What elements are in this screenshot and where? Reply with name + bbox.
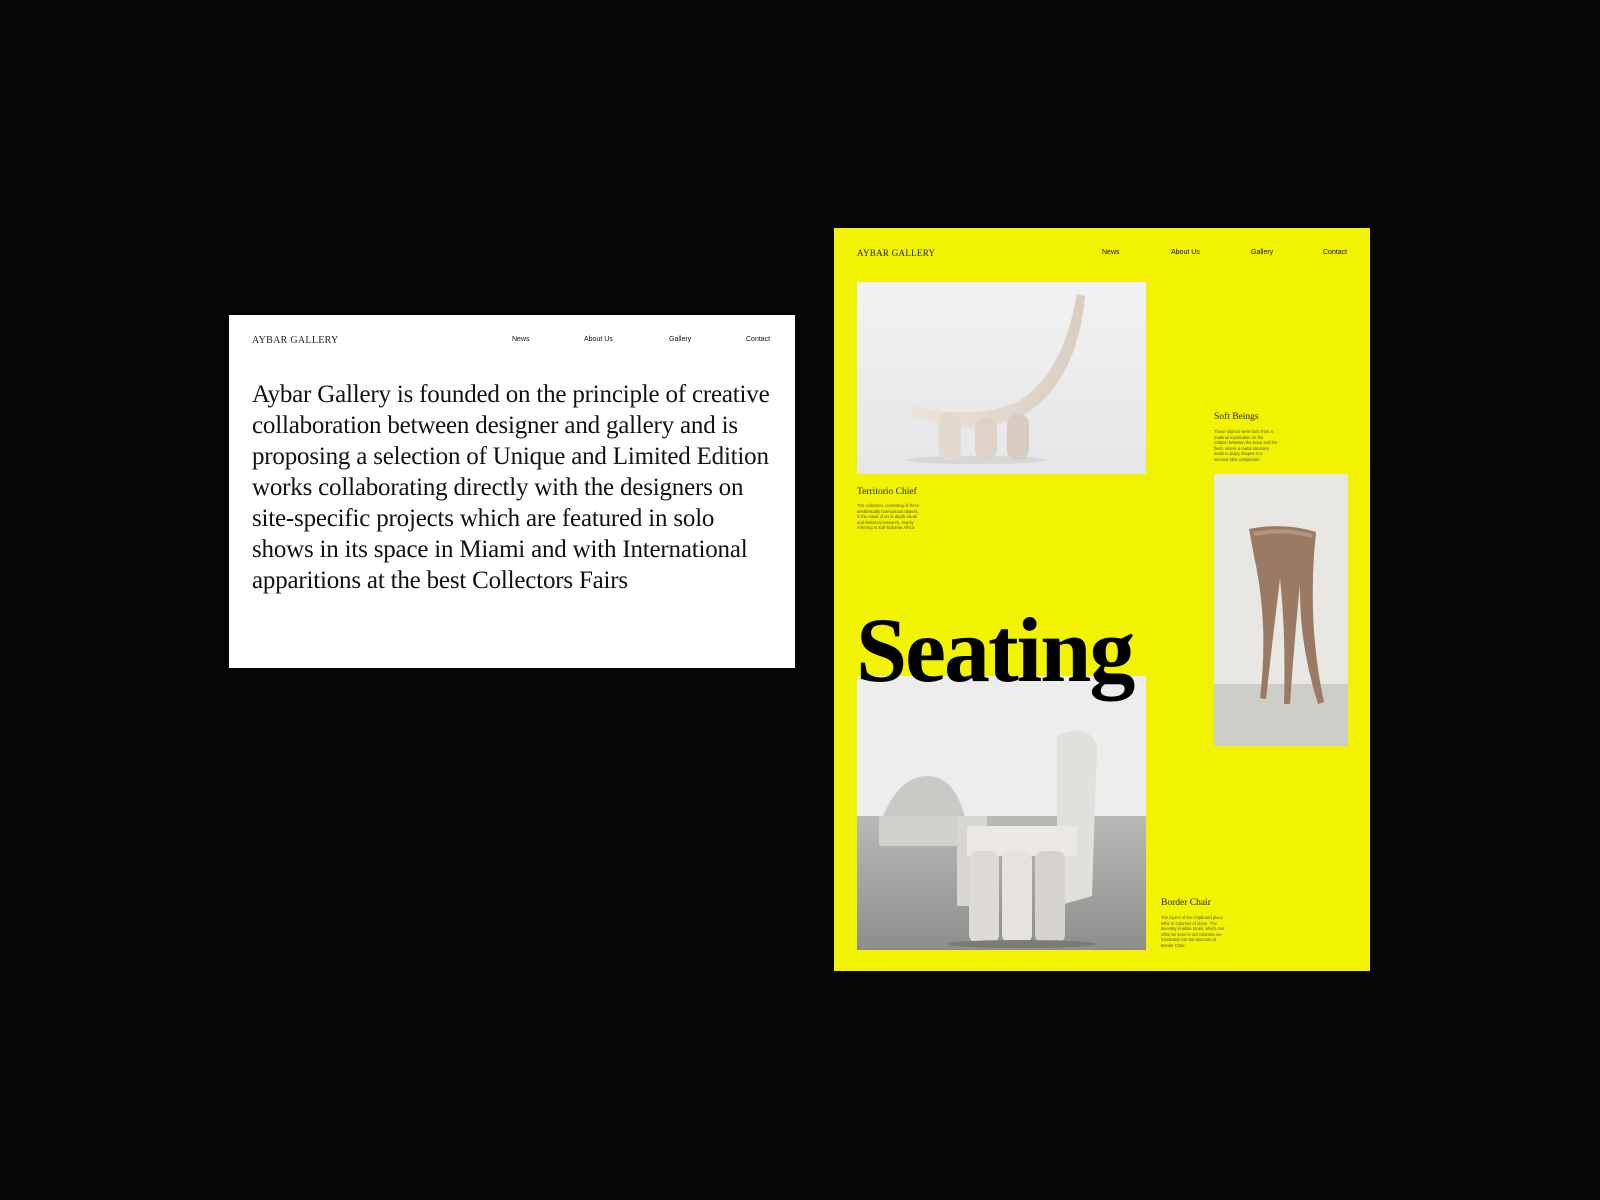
- nav-gallery-link[interactable]: Gallery: [1251, 249, 1274, 256]
- soft-beings-title: Soft Beings: [1214, 412, 1259, 422]
- soft-beings-description: These objects were born from a material exploration on the relation between the bone and the flesh, where a metal structure leads to pulpy shapes in a sensual skin complexion.: [1214, 429, 1278, 462]
- about-card: [229, 315, 795, 668]
- site-logo[interactable]: AYBAR GALLERY: [252, 335, 339, 346]
- nav-contact-link[interactable]: Contact: [1323, 249, 1348, 256]
- nav-about-link[interactable]: About Us: [584, 336, 613, 343]
- territorio-chief-description: The collection, consisting of three aesthetically harmonious objects, is the result of an in-depth visual and historical research, mainly referring to sub-Saharan Africa.: [857, 503, 920, 531]
- nav-about-link[interactable]: About Us: [1171, 249, 1200, 256]
- gallery-intro-text: Aybar Gallery is founded on the principle of creative collaboration between designer and gallery and is proposing a selection of Unique and Limited Edition works collaborating directly with the designers on site-specific projects which are featured in solo shows in its space in Miami and with International apparitions at the best Collectors Fairs: [252, 381, 770, 594]
- nav-contact-link[interactable]: Contact: [746, 336, 771, 343]
- seating-card: [834, 228, 1370, 971]
- nav-news-link[interactable]: News: [512, 336, 530, 343]
- border-chair-image[interactable]: [857, 676, 1146, 950]
- section-heading: Seating: [856, 599, 1134, 701]
- territorio-chief-title: Territorio Chief: [857, 487, 917, 497]
- nav-gallery-link[interactable]: Gallery: [669, 336, 692, 343]
- border-chair-description: The layers of the chipboard place leftie to columns of stone. The diversity in white tones, which can often be seen in old columns are translated into the structure of Border Chair.: [1161, 915, 1225, 948]
- site-logo[interactable]: AYBAR GALLERY: [857, 248, 936, 258]
- soft-beings-image[interactable]: [1214, 474, 1348, 746]
- top-nav: [834, 228, 1370, 268]
- territorio-chief-image[interactable]: [857, 282, 1146, 474]
- nav-news-link[interactable]: News: [1102, 249, 1120, 256]
- top-nav: [229, 315, 795, 355]
- border-chair-title: Border Chair: [1161, 898, 1211, 908]
